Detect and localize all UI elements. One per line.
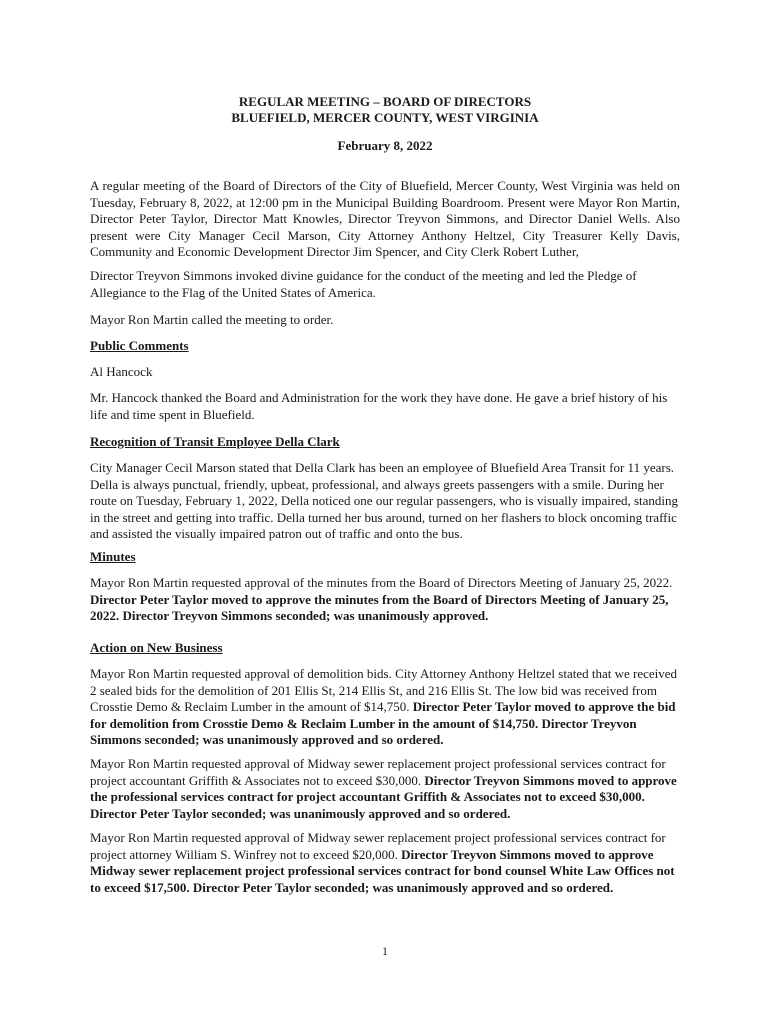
recognition-text: City Manager Cecil Marson stated that Della Clark has been an employee of Bluefield Area Transit for 11 years. Della is always punctual, friendly, upbeat, professional, and always greets passengers with a smile. During her route on Tuesday, February 1, 2022, Della noticed one our regular passengers, who is visually impaired, standing in the street and getting into traffic. Della turned her bus around, turned on her flashers to block oncoming traffic and assisted the visually impaired patron out of traffic and onto the bus. [90, 460, 679, 541]
demolition-request-text: Mayor Ron Martin requested approval of demolition bids. City Attorney Anthony Heltzel stated that we received 2 sealed bids for the demolition of 201 Ellis St, 214 Ellis St, and 216 Ellis St. The low bid was received from Crosstie Demo & Reclaim Lumber in the amount of $14,750. [90, 666, 678, 714]
public-comments-heading: Public Comments [90, 338, 189, 353]
demolition-motion-text: Director Peter Taylor moved to approve the bid for demolition from Crosstie Demo & Reclaim Lumber in the amount of $14,750. Director Treyvon Simmons seconded; was unanimously approved and so ordered. [90, 699, 676, 747]
attorney-motion-text: Director Treyvon Simmons moved to approve Midway sewer replacement project professional services contract for bond counsel White Law Offices not to exceed $17,500. Director Peter Taylor seconded; was unanimously approved and so ordered. [90, 846, 675, 895]
accountant-request-text: Mayor Ron Martin requested approval of Midway sewer replacement project professional services contract for project accountant Griffith & Associates not to exceed $30,000. [90, 756, 666, 788]
minutes-paragraph [90, 575, 680, 625]
attorney-paragraph [90, 830, 680, 896]
accountant-paragraph [90, 756, 680, 822]
accountant-motion-text: Director Treyvon Simmons moved to approve the professional services contract for project accountant Griffith & Associates not to exceed $30,000. Director Peter Taylor seconded; was unanimously approved and so ordered. [90, 772, 677, 821]
attorney-request-text: Mayor Ron Martin requested approval of Midway sewer replacement project professional services contract for project attorney William S. Winfrey not to exceed $20,000. [90, 830, 666, 862]
public-comment-speaker: Al Hancock [90, 364, 153, 379]
minutes-request-text: Mayor Ron Martin requested approval of the minutes from the Board of Directors Meeting of January 25, 2022. [90, 575, 673, 590]
intro-paragraph: A regular meeting of the Board of Directors of the City of Bluefield, Mercer County, West Virginia was held on Tuesday, February 8, 2022, at 12:00 pm in the Municipal Building Boardroom. Present were Mayor Ron Martin, Director Peter Taylor, Director Matt Knowles, Director Treyvon Simmons, and Director Daniel Wells. Also present were City Manager Cecil Marson, City Attorney Anthony Heltzel, City Treasurer Kelly Davis, Community and Economic Development Director Jim Spencer, and City Clerk Robert Luther, [90, 178, 680, 259]
invocation-paragraph: Director Treyvon Simmons invoked divine guidance for the conduct of the meeting and led the Pledge of Allegiance to the Flag of the United States of America. [90, 268, 637, 300]
minutes-heading: Minutes [90, 549, 136, 564]
public-comment-text: Mr. Hancock thanked the Board and Administration for the work they have done. He gave a brief history of his life and time spent in Bluefield. [90, 390, 668, 422]
title-line-1: REGULAR MEETING – BOARD OF DIRECTORS [238, 94, 532, 109]
demolition-paragraph [90, 666, 680, 749]
recognition-heading: Recognition of Transit Employee Della Clark [90, 434, 340, 449]
new-business-heading: Action on New Business [90, 640, 223, 655]
call-to-order-paragraph: Mayor Ron Martin called the meeting to order. [90, 312, 334, 327]
page-number: 1 [382, 944, 388, 958]
title-line-2: BLUEFIELD, MERCER COUNTY, WEST VIRGINIA [231, 110, 539, 125]
minutes-motion-text: Director Peter Taylor moved to approve the minutes from the Board of Directors Meeting of January 25, 2022. Director Treyvon Simmons seconded; was unanimously approved. [90, 591, 669, 623]
meeting-date: February 8, 2022 [337, 138, 433, 153]
